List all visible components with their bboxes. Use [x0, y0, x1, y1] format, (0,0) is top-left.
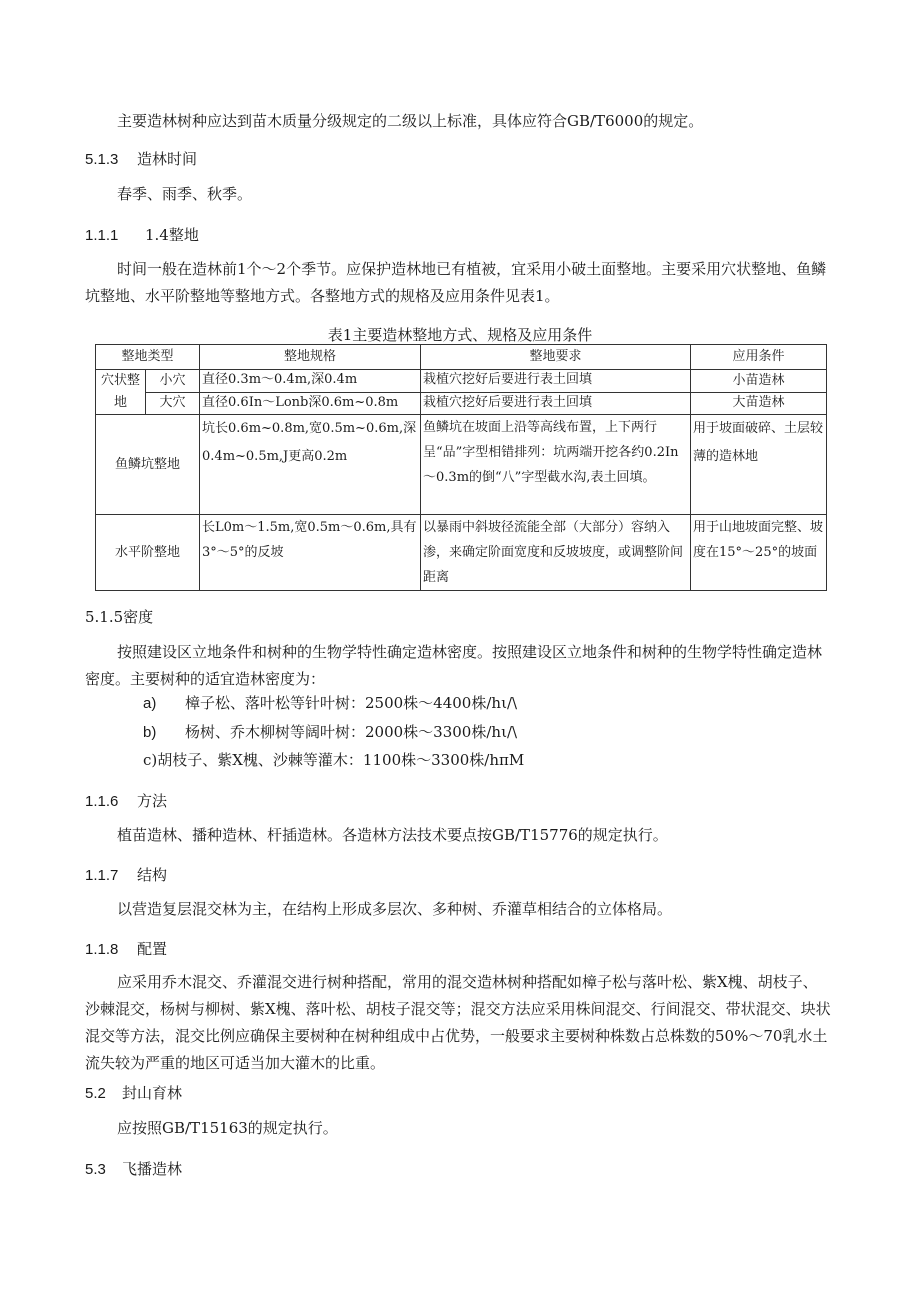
section-number: 1.1.1	[85, 227, 119, 244]
paragraph-method: 植苗造林、播种造林、杆插造林。各造林方法技术要点按GB/T15776的规定执行。	[117, 826, 668, 844]
header-cell: 整地类型	[96, 345, 200, 370]
section-number: 5.2	[85, 1085, 106, 1102]
section-title: 配置	[137, 940, 168, 958]
paragraph-configuration: 应采用乔木混交、乔灌混交进行树种搭配，常用的混交造林树种搭配如樟子松与落叶松、紫X槐、胡枝子、沙棘混交，杨树与柳树、紫X槐、落叶松、胡枝子混交等；混交方法应采用株间混交、行间混交、带状混交、块状混交等方法，混交比例应确保主要树种在树种组成中占优势，一般要求主要树种株数占总株数的50%～70乳水土流失较为严重的地区可适当加大灌木的比重。	[85, 973, 831, 1072]
type-cell: 水平阶整地	[96, 515, 200, 591]
spec-cell: 直径0.3m～0.4m,深0.4m	[200, 370, 421, 393]
table-row	[96, 370, 827, 393]
requirement-cell: 栽植穴挖好后要进行表土回填	[421, 370, 691, 393]
paragraph-seedling-quality: 主要造林树种应达到苗木质量分级规定的二级以上标准，具体应符合GB/T6000的规定。	[117, 112, 704, 130]
paragraph-site-preparation: 时间一般在造林前1个～2个季节。应保护造林地已有植被，宜采用小破土面整地。主要采用穴状整地、鱼鳞坑整地、水平阶整地等整地方式。各整地方式的规格及应用条件见表1。	[85, 260, 827, 305]
section-number: 1.1.6	[85, 793, 119, 810]
section-heading-1-1-8	[85, 938, 167, 961]
list-item	[143, 692, 517, 715]
section-title: 结构	[137, 866, 168, 884]
section-title: 造林时间	[137, 150, 198, 168]
paragraph-density: 按照建设区立地条件和树种的生物学特性确定造林密度。按照建设区立地条件和树种的生物学特性确定造林密度。主要树种的适宜造林密度为：	[85, 643, 823, 688]
list-text: 杨树、乔木柳树等阔叶树：2000株～3300株/hι/\	[185, 723, 518, 741]
table-row	[96, 392, 827, 415]
list-text: 樟子松、落叶松等针叶树：2500株～4400株/hι/\	[185, 694, 518, 712]
table-row	[96, 415, 827, 515]
spec-cell: 长L0m～1.5m,宽0.5m～0.6m,具有3°～5°的反坡	[200, 515, 421, 591]
requirement-cell: 栽植穴挖好后要进行表土回填	[421, 392, 691, 415]
subtype-cell: 大穴	[146, 392, 200, 415]
paragraph-planting-season: 春季、雨季、秋季。	[117, 185, 253, 203]
header-cell: 应用条件	[691, 345, 827, 370]
type-cell: 鱼鳞坑整地	[96, 415, 200, 515]
requirement-cell: 鱼鳞坑在坡面上沿等高线布置，上下两行呈“品”字型相错排列：坑两端开挖各约0.2In～0.3m的倒“八”字型截水沟,表土回填。	[421, 415, 691, 515]
paragraph-mountain-closure: 应按照GB/T15163的规定执行。	[117, 1119, 338, 1137]
requirement-cell: 以暴雨中斜坡径流能全部（大部分）容纳入渗，来确定阶面宽度和反坡坡度，或调整阶间距离	[421, 515, 691, 591]
section-title: 1.4整地	[145, 226, 199, 244]
header-cell: 整地规格	[200, 345, 421, 370]
condition-cell: 大苗造林	[691, 392, 827, 415]
list-marker: a)	[143, 695, 157, 712]
section-heading-1-1-7	[85, 864, 167, 887]
condition-cell: 小苗造林	[691, 370, 827, 393]
table-caption: 表1主要造林整地方式、规格及应用条件	[327, 326, 593, 344]
section-title: 5.1.5密度	[85, 608, 154, 626]
section-heading-1-4	[85, 224, 199, 247]
section-title: 封山育林	[122, 1084, 183, 1102]
section-title: 方法	[137, 792, 168, 810]
subtype-cell: 小穴	[146, 370, 200, 393]
paragraph-structure: 以营造复层混交林为主，在结构上形成多层次、多种树、乔灌草相结合的立体格局。	[117, 900, 673, 918]
header-cell: 整地要求	[421, 345, 691, 370]
section-heading-5-3	[85, 1158, 182, 1181]
spec-cell: 坑长0.6m~0.8m,宽0.5m~0.6m,深0.4m~0.5m,J更高0.2m	[200, 415, 421, 515]
section-number: 5.1.3	[85, 151, 119, 168]
list-text: c)胡枝子、紫X槐、沙棘等灌木：1100株～3300株/hπM	[143, 751, 525, 769]
site-preparation-table	[95, 344, 827, 591]
condition-cell: 用于山地坡面完整、坡度在15°～25°的坡面	[691, 515, 827, 591]
section-title: 飞播造林	[122, 1160, 183, 1178]
list-item	[143, 721, 517, 744]
section-heading-5-1-3	[85, 148, 197, 171]
section-heading-5-1-5	[85, 606, 153, 628]
condition-cell: 用于坡面破碎、土层较薄的造林地	[691, 415, 827, 515]
section-number: 5.3	[85, 1161, 106, 1178]
section-heading-1-1-6	[85, 790, 167, 813]
table-header-row	[96, 345, 827, 370]
type-cell: 穴状整地	[96, 370, 146, 415]
list-item	[143, 749, 524, 771]
section-heading-5-2	[85, 1082, 182, 1105]
table-row	[96, 515, 827, 591]
spec-cell: 直径0.6In～Lonb深0.6m~0.8m	[200, 392, 421, 415]
list-marker: b)	[143, 724, 157, 741]
section-number: 1.1.7	[85, 867, 119, 884]
section-number: 1.1.8	[85, 941, 119, 958]
